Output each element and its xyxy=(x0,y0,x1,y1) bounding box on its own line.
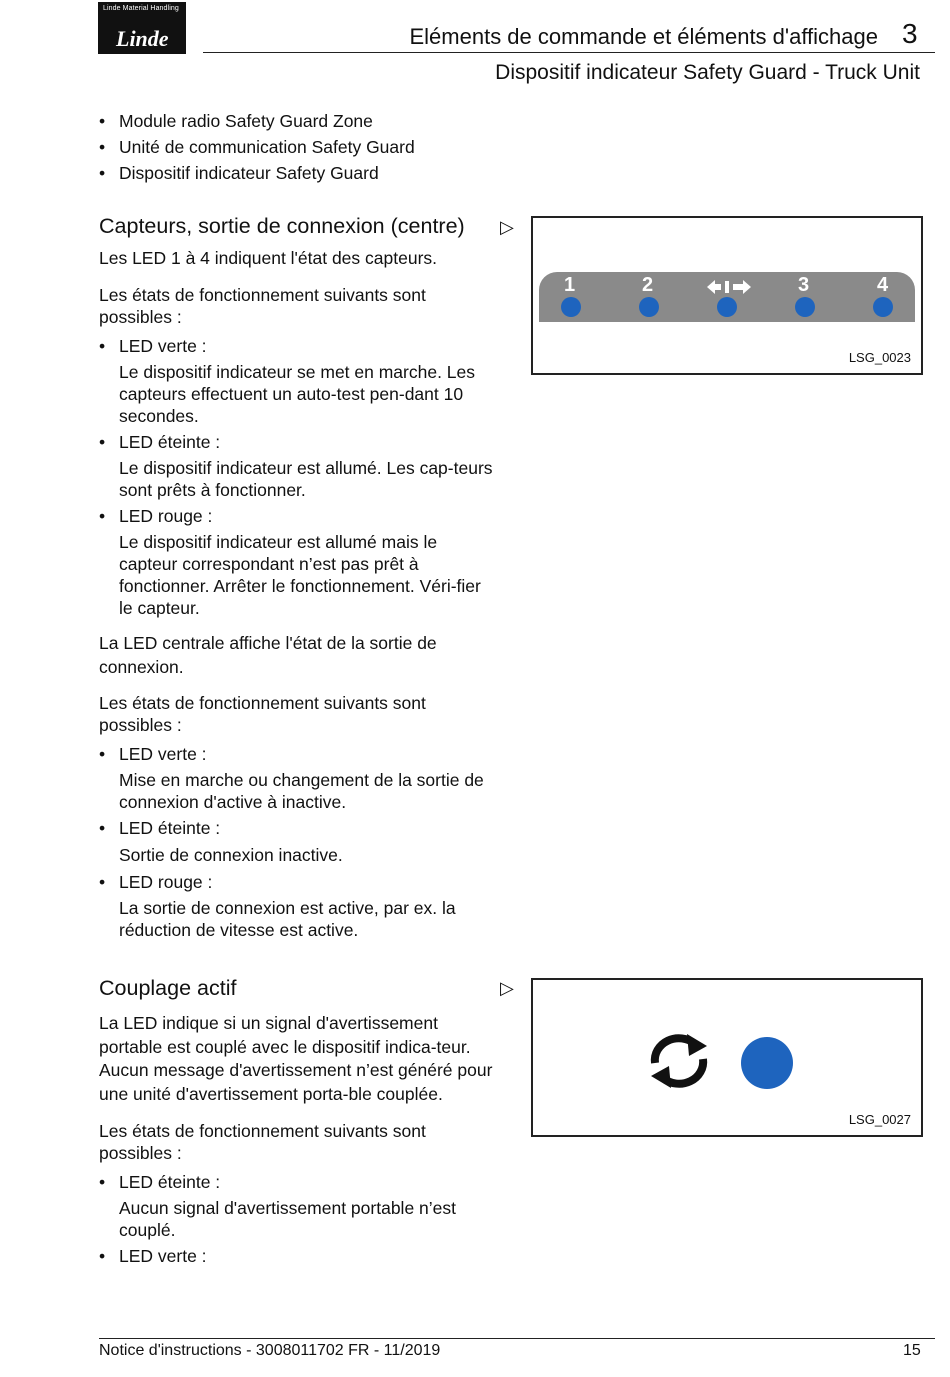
led-3 xyxy=(795,297,815,317)
figure-pointer-icon: ▷ xyxy=(500,978,514,998)
header-divider xyxy=(203,52,935,53)
list-item-desc: Le dispositif indicateur est allumé. Les cap-teurs sont prêts à fonctionner. xyxy=(119,458,493,500)
header-title: Eléments de commande et éléments d'affichage xyxy=(409,24,878,49)
list-item-desc: Mise en marche ou changement de la sortie de connexion d'active à inactive. xyxy=(119,770,484,812)
paragraph: La LED indique si un signal d'avertissement portable est couplé avec le dispositif indica-teur. Aucun message d'avertissement n’est généré pour une unité d'avertissement porta-ble couplée. xyxy=(99,1013,493,1104)
led-number-3: 3 xyxy=(798,274,810,296)
list-item-label: • LED verte : xyxy=(99,1245,499,1267)
list-item-label: • LED éteinte : xyxy=(99,431,499,453)
led-1 xyxy=(561,297,581,317)
list-item-desc: Sortie de connexion inactive. xyxy=(119,845,343,865)
footer-document-id: Notice d'instructions - 3008011702 FR - 11/2019 xyxy=(99,1342,441,1359)
chapter-number: 3 xyxy=(902,18,918,49)
list-item-label: • LED éteinte : xyxy=(99,817,499,839)
page-number: 15 xyxy=(903,1342,921,1359)
list-item-desc: Aucun signal d'avertissement portable n’est couplé. xyxy=(119,1198,457,1240)
figure-sensor-leds xyxy=(531,216,923,375)
led-number-4: 4 xyxy=(877,274,889,296)
section-heading: Couplage actif xyxy=(99,976,237,1000)
led-2 xyxy=(639,297,659,317)
linde-logo xyxy=(98,2,186,54)
paragraph: Les états de fonctionnement suivants sont possibles : xyxy=(99,693,426,735)
led-panel xyxy=(539,272,915,322)
figure-coupling-led xyxy=(531,978,923,1137)
list-item-desc: La sortie de connexion est active, par ex. la réduction de vitesse est active. xyxy=(119,898,456,940)
list-item-label: • LED verte : xyxy=(99,743,499,765)
figure-caption: LSG_0023 xyxy=(848,350,911,365)
led-number-1: 1 xyxy=(564,274,576,296)
connection-arrows-icon xyxy=(707,278,751,296)
paragraph: La LED centrale affiche l'état de la sortie de connexion. xyxy=(99,633,437,677)
section-coupling xyxy=(99,977,499,1267)
led-number-2: 2 xyxy=(642,274,654,296)
intro-list xyxy=(99,110,499,184)
paragraph: Les LED 1 à 4 indiquent l'état des capteurs. xyxy=(99,248,438,268)
section-heading: Capteurs, sortie de connexion (centre) xyxy=(99,214,465,238)
sync-icon xyxy=(643,1030,715,1092)
list-item-desc: Le dispositif indicateur se met en marche. Les capteurs effectuent un auto-test pen-dant 10 secondes. xyxy=(119,362,476,426)
figure-pointer-icon: ▷ xyxy=(500,217,514,237)
list-item-desc: Le dispositif indicateur est allumé mais le capteur correspondant n’est pas prêt à fonctionner. Arrêter le fonctionnement. Véri-fier le capteur. xyxy=(119,532,481,618)
figure-caption: LSG_0027 xyxy=(848,1112,911,1127)
list-item: • Module radio Safety Guard Zone xyxy=(99,110,499,132)
list-item: • Dispositif indicateur Safety Guard xyxy=(99,162,499,184)
section-sensors xyxy=(99,215,499,941)
coupling-led xyxy=(741,1037,793,1089)
led-center xyxy=(717,297,737,317)
footer-divider xyxy=(99,1338,935,1339)
logo-tagline: Linde Material Handling xyxy=(103,5,179,12)
logo-brand: Linde xyxy=(116,26,169,51)
list-item-label: • LED rouge : xyxy=(99,505,499,527)
header-subtitle: Dispositif indicateur Safety Guard - Truck Unit xyxy=(495,61,920,84)
list-item-label: • LED verte : xyxy=(99,335,499,357)
paragraph: Les états de fonctionnement suivants sont possibles : xyxy=(99,1121,426,1163)
list-item: • Unité de communication Safety Guard xyxy=(99,136,499,158)
paragraph: Les états de fonctionnement suivants sont possibles : xyxy=(99,285,426,327)
led-4 xyxy=(873,297,893,317)
list-item-label: • LED rouge : xyxy=(99,871,499,893)
list-item-label: • LED éteinte : xyxy=(99,1171,499,1193)
